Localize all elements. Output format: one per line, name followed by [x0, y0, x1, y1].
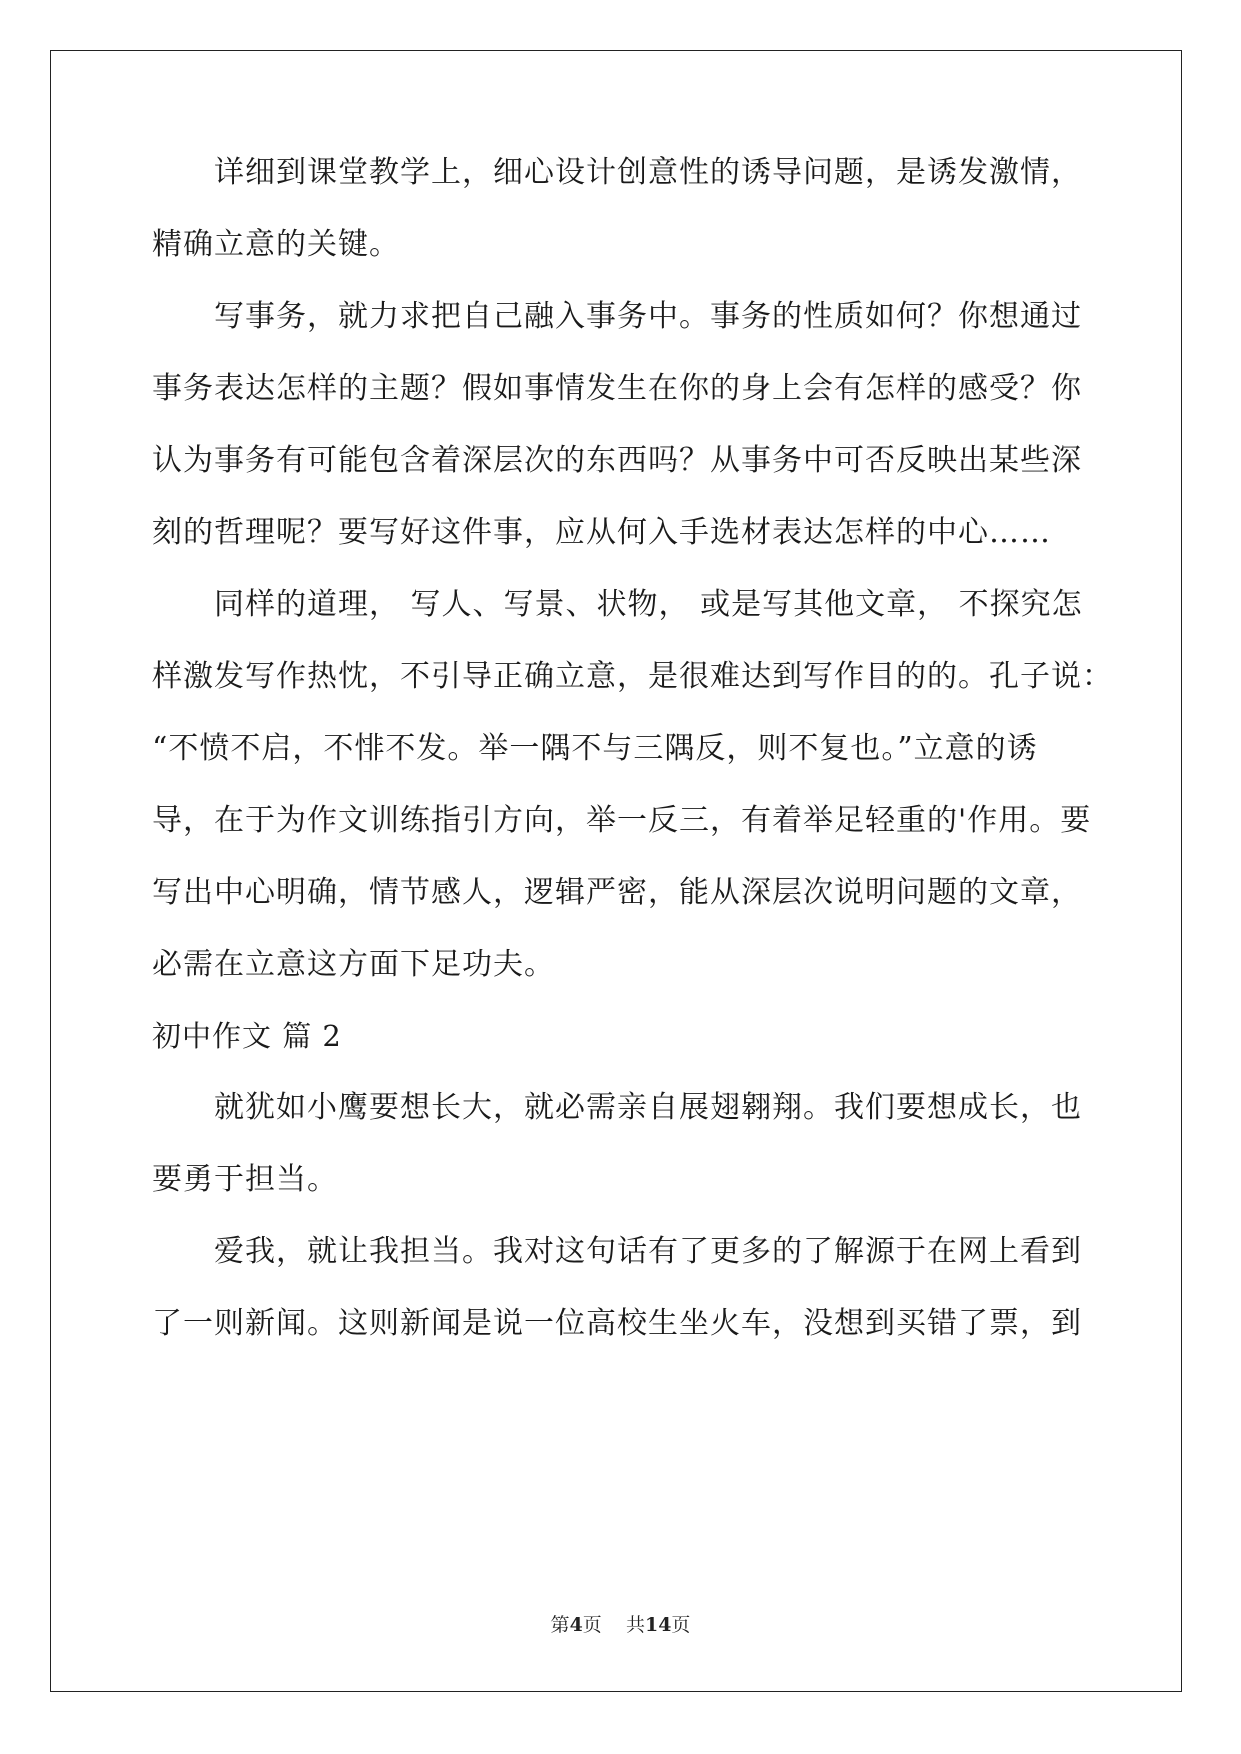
paragraph-line: 了一则新闻。这则新闻是说一位高校生坐火车，没想到买错了票，到	[152, 1306, 1082, 1341]
footer-suffix: 页	[671, 1614, 691, 1636]
paragraph-line: 认为事务有可能包含着深层次的东西吗？从事务中可否反映出某些深	[152, 443, 1082, 478]
paragraph-line: 写事务，就力求把自己融入事务中。事务的性质如何？你想通过	[214, 299, 1082, 334]
page-footer	[0, 1610, 1241, 1637]
footer-prefix: 第	[550, 1614, 570, 1636]
paragraph-line: 详细到课堂教学上，细心设计创意性的诱导问题，是诱发激情，	[214, 155, 1082, 190]
paragraph-line: 就犹如小鹰要想长大，就必需亲自展翅翱翔。我们要想成长，也	[214, 1090, 1082, 1125]
paragraph-line: “不愤不启，不悱不发。举一隅不与三隅反，则不复也。”立意的诱	[152, 731, 1038, 766]
paragraph-line: 导，在于为作文训练指引方向，举一反三，有着举足轻重的'作用。要	[152, 803, 1092, 838]
paragraph-line: 刻的哲理呢？要写好这件事，应从何入手选材表达怎样的中心……	[152, 515, 1051, 550]
section-heading: 初中作文 篇 2	[152, 1019, 342, 1053]
paragraph-line: 要勇于担当。	[152, 1162, 338, 1197]
paragraph-line: 同样的道理， 写人、写景、状物， 或是写其他文章， 不探究怎	[214, 587, 1083, 622]
paragraph-line: 爱我，就让我担当。我对这句话有了更多的了解源于在网上看到	[214, 1234, 1082, 1269]
footer-mid: 页 共	[582, 1614, 645, 1636]
paragraph-line: 精确立意的关键。	[152, 227, 400, 262]
total-page-count: 14	[644, 1614, 672, 1636]
paragraph-line: 事务表达怎样的主题？假如事情发生在你的身上会有怎样的感受？你	[152, 371, 1082, 406]
paragraph-line: 必需在立意这方面下足功夫。	[152, 947, 555, 982]
paragraph-line: 样激发写作热忱，不引导正确立意，是很难达到写作目的的。孔子说：	[152, 659, 1113, 694]
paragraph-line: 写出中心明确，情节感人，逻辑严密，能从深层次说明问题的文章，	[152, 875, 1082, 910]
current-page-number: 4	[569, 1614, 583, 1636]
